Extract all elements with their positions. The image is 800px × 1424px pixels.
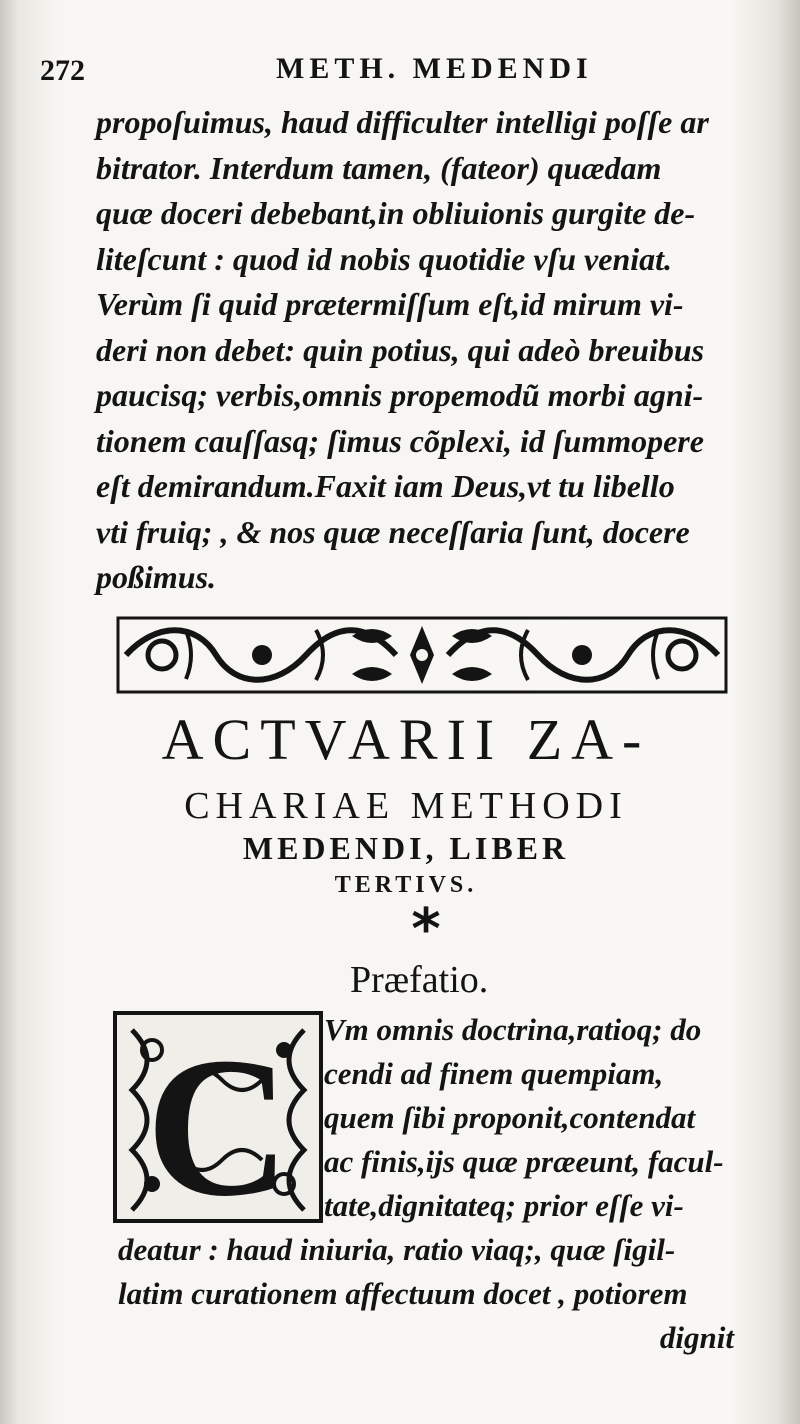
text-line: paucisq; verbis,omnis propemodũ morbi agni-: [96, 377, 704, 413]
body-paragraph: [96, 100, 746, 601]
text-line: poßimus.: [96, 559, 217, 595]
continued-paragraph: [118, 1228, 748, 1360]
text-line: liteſcunt : quod id nobis quotidie vſu veniat.: [96, 240, 673, 277]
asterisk-glyph: *: [411, 897, 441, 962]
text-line: latim curationem affectuum docet , potiorem: [118, 1276, 688, 1311]
book-title-line-2: CHARIAE METHODI: [184, 785, 628, 827]
text-line: quæ doceri debebant,in obliuionis gurgite de-: [96, 195, 696, 231]
running-head: METH. MEDENDI: [276, 52, 593, 85]
text-line: vti fruiq; , & nos quæ neceſſaria ſunt, docere: [96, 513, 690, 550]
book-title-line-1: ACTVARII ZA-: [161, 707, 651, 772]
text-line: tionem cauſſasq; ſimus cõplexi, id ſummopere: [96, 422, 704, 459]
text-line: deri non debet: quin potius, qui adeò breuibus: [96, 331, 705, 368]
text-line: propoſuimus, haud difficulter intelligi poſſe ar: [96, 104, 709, 140]
text-line: ac finis,ijs quæ præeunt, facul-: [324, 1144, 724, 1179]
text-line: bitrator. Interdum tamen, (fateor) quædam: [96, 149, 662, 186]
floral-headpiece-ornament-icon: [116, 616, 728, 694]
text-line: eſt demirandum.Faxit iam Deus,vt tu libello: [96, 468, 675, 504]
catchword: dignit: [659, 1320, 734, 1355]
book-title-line-4: TERTIVS.: [334, 872, 478, 898]
text-line: Vm omnis doctrina,ratioq; do: [324, 1012, 702, 1047]
drop-cap-paragraph: [324, 1008, 744, 1228]
page-header: [40, 52, 760, 92]
section-heading: Præfatio.: [350, 959, 489, 1001]
decorated-initial-c-icon: [112, 1010, 324, 1224]
text-line: quem ſibi proponit,contendat: [324, 1100, 696, 1135]
text-line: Verùm ſi quid prætermiſſum eſt,id mirum vi-: [96, 286, 684, 322]
page-number: 272: [40, 54, 85, 87]
text-line: cendi ad finem quempiam,: [324, 1056, 664, 1091]
initial-letter: C: [145, 1017, 291, 1224]
book-title-line-3: MEDENDI, LIBER: [242, 830, 570, 866]
text-line: tate,dignitateq; prior eſſe vi-: [324, 1188, 684, 1223]
text-line: deatur : haud iniuria, ratio viaq;, quæ ſigil-: [118, 1232, 676, 1267]
